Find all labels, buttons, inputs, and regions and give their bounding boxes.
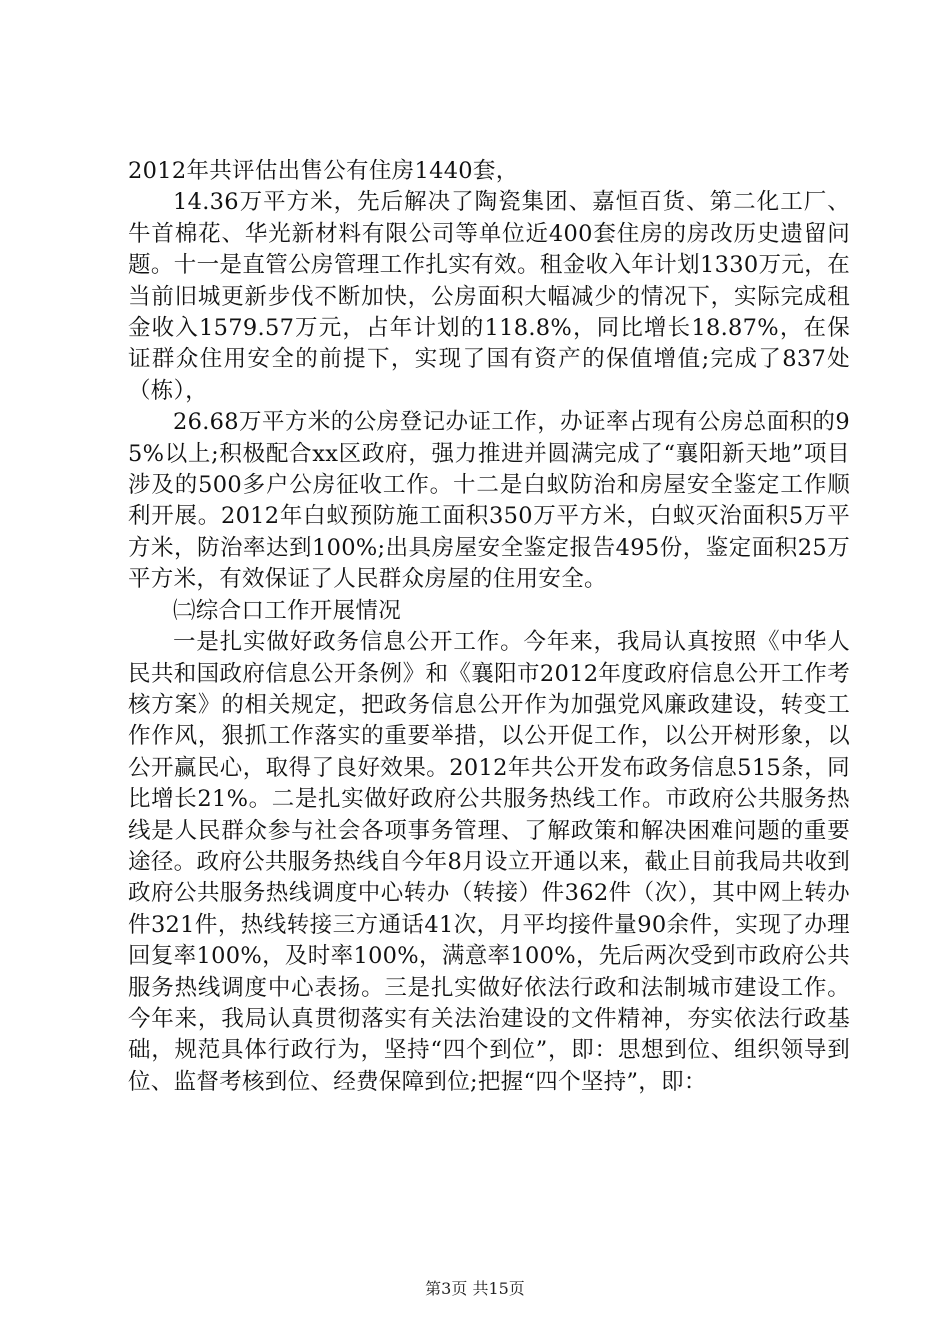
- section-heading: ㈡综合口工作开展情况: [173, 597, 402, 624]
- paragraph-2: 14.36万平方米，先后解决了陶瓷集团、嘉恒百货、第二化工厂、牛首棉花、华光新材料有限公司等单位近400套住房的房改历史遗留问题。十一是直管公房管理工作扎实有效。租金收入年计划1330万元，在当前旧城更新步伐不断加快，公房面积大幅减少的情况下，实际完成租金收入1579.57万元，占年计划的118.8%，同比增长18.87%，在保证群众住用安全的前提下，实现了国有资产的保值增值;完成了837处（栋），: [128, 189, 850, 404]
- page-footer: [0, 1279, 950, 1299]
- page-number: 第3页 共15页: [425, 1279, 525, 1298]
- document-body: [128, 156, 850, 1098]
- paragraph-3: 26.68万平方米的公房登记办证工作，办证率占现有公房总面积的95%以上;积极配合xx区政府，强力推进并圆满完成了“襄阳新天地”项目涉及的500多户公房征收工作。十二是白蚁防治和房屋安全鉴定工作顺利开展。2012年白蚁预防施工面积350万平方米，白蚁灭治面积5万平方米，防治率达到100%;出具房屋安全鉴定报告495份，鉴定面积25万平方米，有效保证了人民群众房屋的住用安全。: [128, 409, 850, 593]
- paragraph-4: 一是扎实做好政务信息公开工作。今年来，我局认真按照《中华人民共和国政府信息公开条例》和《襄阳市2012年度政府信息公开工作考核方案》的相关规定，把政务信息公开作为加强党风廉政建设，转变工作作风，狠抓工作落实的重要举措，以公开促工作，以公开树形象，以公开赢民心，取得了良好效果。2012年共公开发布政务信息515条，同比增长21%。二是扎实做好政府公共服务热线工作。市政府公共服务热线是人民群众参与社会各项事务管理、了解政策和解决困难问题的重要途径。政府公共服务热线自今年8月设立开通以来，截止目前我局共收到政府公共服务热线调度中心转办（转接）件362件（次），其中网上转办件321件，热线转接三方通话41次，月平均接件量90余件，实现了办理回复率100%，及时率100%，满意率100%，先后两次受到市政府公共服务热线调度中心表扬。三是扎实做好依法行政和法制城市建设工作。今年来，我局认真贯彻落实有关法治建设的文件精神，夯实依法行政基础，规范具体行政行为，坚持“四个到位”，即：思想到位、组织领导到位、监督考核到位、经费保障到位;把握“四个坚持”，即：: [128, 629, 850, 1095]
- paragraph-1: 2012年共评估出售公有住房1440套，: [128, 158, 519, 184]
